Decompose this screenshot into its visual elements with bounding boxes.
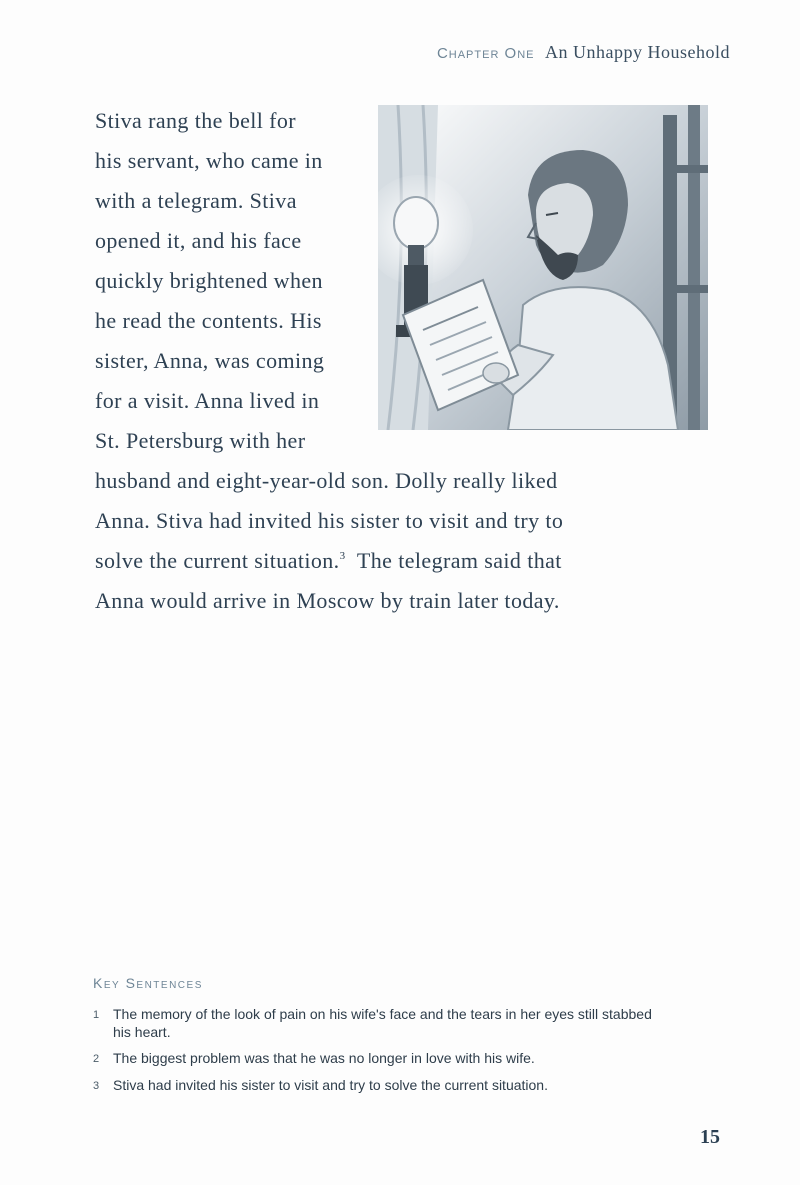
running-header [437, 42, 730, 63]
text-line: his servant, who came in [95, 148, 323, 173]
footnote-marker: 3 [339, 550, 346, 562]
text-line: opened it, and his face [95, 228, 302, 253]
key-sentence-item [93, 1049, 673, 1068]
key-sentences-box [93, 975, 673, 1103]
key-sentence-item [93, 1076, 673, 1095]
key-sentences-title: Key Sentences [93, 975, 203, 991]
text-line: sister, Anna, was coming [95, 348, 325, 373]
key-sentence-number: 1 [93, 1009, 100, 1021]
text-line: Anna would arrive in Moscow by train later today. [95, 588, 560, 613]
key-sentence-text: The memory of the look of pain on his wife's face and the tears in her eyes still stabbed his heart. [113, 1006, 652, 1040]
chapter-label: Chapter One [436, 45, 535, 62]
key-sentence-number: 3 [93, 1080, 100, 1092]
text-line: Stiva rang the bell for [95, 108, 297, 133]
text-line: for a visit. Anna lived in [95, 388, 320, 413]
text-fragment: The telegram said that [356, 548, 562, 573]
text-line: he read the contents. His [95, 308, 322, 333]
page-number: 15 [700, 1126, 720, 1148]
text-line: with a telegram. Stiva [95, 188, 297, 213]
key-sentence-text: The biggest problem was that he was no longer in love with his wife. [113, 1050, 535, 1066]
text-line: husband and eight-year-old son. Dolly really liked [95, 468, 558, 493]
text-line: St. Petersburg with her [95, 428, 306, 453]
chapter-title: An Unhappy Household [545, 42, 730, 62]
text-fragment: solve the current situation. [95, 548, 340, 573]
text-line [95, 541, 655, 581]
text-line: Anna. Stiva had invited his sister to visit and try to [95, 508, 564, 533]
key-sentence-text: Stiva had invited his sister to visit and try to solve the current situation. [113, 1077, 548, 1093]
key-sentence-number: 2 [93, 1053, 100, 1065]
key-sentence-item [93, 1005, 673, 1041]
body-text [95, 101, 655, 621]
text-line: quickly brightened when [95, 268, 323, 293]
